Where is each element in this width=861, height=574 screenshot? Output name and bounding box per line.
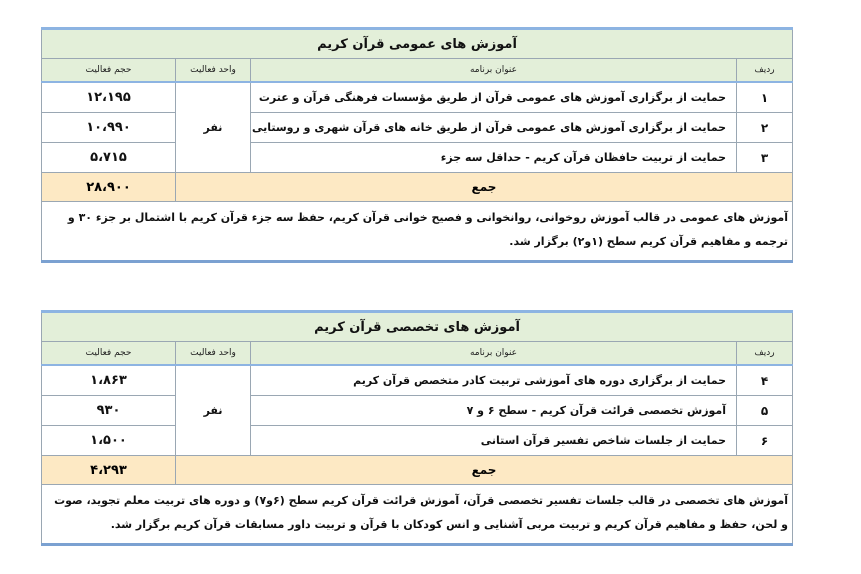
- column-header-unit: واحد فعالیت: [176, 59, 251, 83]
- row-volume: ۱،۵۰۰: [42, 426, 176, 456]
- table-row: [42, 396, 793, 426]
- total-volume: ۲۸،۹۰۰: [42, 173, 176, 202]
- row-index: ۳: [737, 143, 793, 173]
- total-volume: ۴،۲۹۳: [42, 456, 176, 485]
- row-volume: ۵،۷۱۵: [42, 143, 176, 173]
- row-volume: ۱۲،۱۹۵: [42, 82, 176, 113]
- table-row: [42, 82, 793, 113]
- table-row: [42, 426, 793, 456]
- row-title: آموزش تخصصی قرائت قرآن کریم - سطح ۶ و ۷: [251, 396, 737, 426]
- column-header-index: ردیف: [737, 342, 793, 366]
- table-title: آموزش های تخصصی قرآن کریم: [42, 312, 793, 342]
- table-title: آموزش های عمومی قرآن کریم: [42, 29, 793, 59]
- column-header-unit: واحد فعالیت: [176, 342, 251, 366]
- row-index: ۱: [737, 82, 793, 113]
- specialized-education-table: [41, 310, 793, 546]
- row-index: ۴: [737, 365, 793, 396]
- table-row: [42, 113, 793, 143]
- column-header-volume: حجم فعالیت: [42, 59, 176, 83]
- column-header-index: ردیف: [737, 59, 793, 83]
- general-education-table: [41, 27, 793, 263]
- row-index: ۵: [737, 396, 793, 426]
- row-index: ۲: [737, 113, 793, 143]
- row-title: حمایت از برگزاری دوره های آموزشی تربیت کادر متخصص قرآن کریم: [251, 365, 737, 396]
- total-label: جمع: [176, 456, 793, 485]
- activity-unit: نفر: [176, 82, 251, 173]
- table-row: [42, 143, 793, 173]
- row-volume: ۹۳۰: [42, 396, 176, 426]
- table-row: [42, 365, 793, 396]
- column-header-program-title: عنوان برنامه: [251, 59, 737, 83]
- row-title: حمایت از برگزاری آموزش های عمومی قرآن از طریق مؤسسات فرهنگی قرآن و عترت: [251, 82, 737, 113]
- row-index: ۶: [737, 426, 793, 456]
- row-volume: ۱۰،۹۹۰: [42, 113, 176, 143]
- table-note: آموزش های تخصصی در قالب جلسات تفسیر تخصصی قرآن، آموزش قرائت قرآن کریم سطح (۶و۷) و دوره های تربیت معلم تجوید، صوت و لحن، حفظ و مفاهیم قرآن کریم و تربیت مربی آشنایی و انس کودکان با قرآن و تربیت داور مسابقات قرآن کریم برگزار شد.: [42, 485, 793, 545]
- column-header-program-title: عنوان برنامه: [251, 342, 737, 366]
- total-label: جمع: [176, 173, 793, 202]
- activity-unit: نفر: [176, 365, 251, 456]
- row-title: حمایت از تربیت حافظان قرآن کریم - حداقل سه جزء: [251, 143, 737, 173]
- row-title: حمایت از جلسات شاخص تفسیر قرآن استانی: [251, 426, 737, 456]
- row-volume: ۱،۸۶۳: [42, 365, 176, 396]
- row-title: حمایت از برگزاری آموزش های عمومی قرآن از طریق خانه های قرآن شهری و روستایی: [251, 113, 737, 143]
- table-note: آموزش های عمومی در قالب آموزش روخوانی، روانخوانی و فصیح خوانی قرآن کریم، حفظ سه جزء قرآن کریم با اشتمال بر جزء ۳۰ و ترجمه و مفاهیم قرآن کریم سطح (۱و۲) برگزار شد.: [42, 202, 793, 262]
- column-header-volume: حجم فعالیت: [42, 342, 176, 366]
